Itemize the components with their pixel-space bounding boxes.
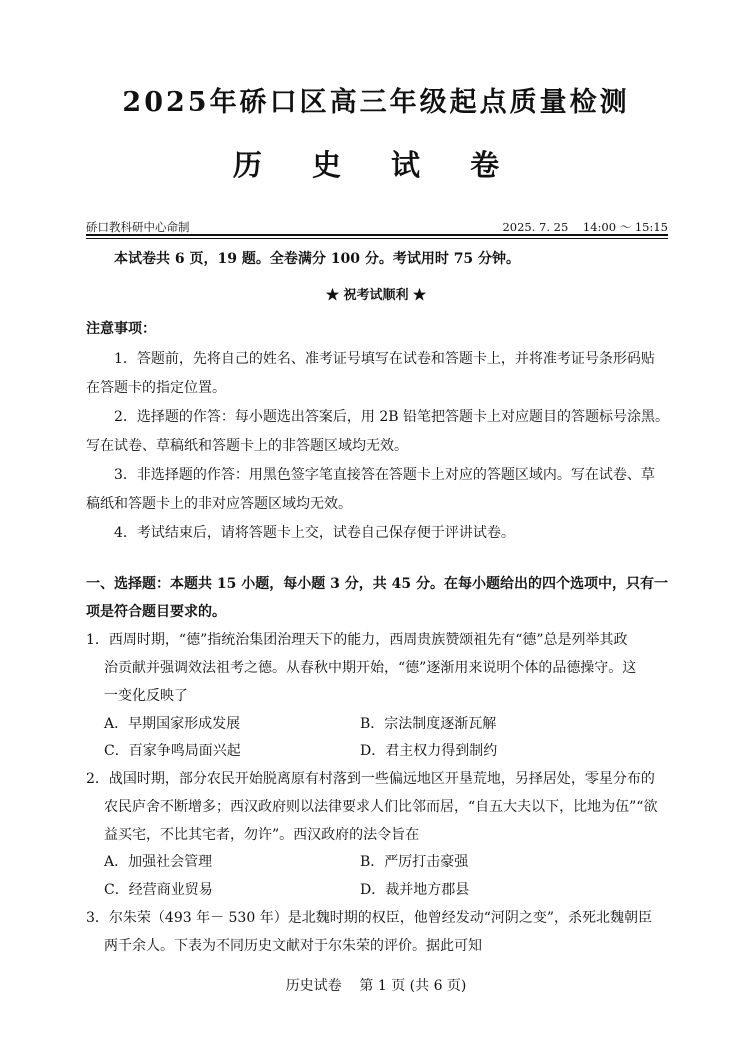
note-line: 写在试卷、草稿纸和答题卡上的非答题区域均无效。 (86, 438, 408, 454)
note-line: 在答题卡的指定位置。 (86, 380, 226, 396)
exam-title: 2025年硚口区高三年级起点质量检测 (122, 87, 630, 118)
header-rule-thick (86, 234, 668, 236)
notes-heading: 注意事项： (86, 321, 156, 337)
section-heading-cont: 项是符合题目要求的。 (86, 604, 226, 620)
note-line: 3．非选择题的作答：用黑色签字笔直接答在答题卡上对应的答题区域内。写在试卷、草 (114, 467, 655, 483)
meta-row (86, 219, 668, 235)
question-2-option-a: A．加强社会管理 (104, 854, 213, 870)
question-3-stem: 3．尔朱荣（493 年－ 530 年）是北魏时期的权臣，他曾经发动“河阴之变”，杀死北魏朝臣 (86, 910, 653, 926)
section-heading: 一、选择题：本题共 15 小题，每小题 3 分，共 45 分。在每小题给出的四个选项中，只有一 (86, 576, 668, 592)
header-rule-thin (86, 238, 668, 239)
question-2-stem: 农民庐舍不断增多；西汉政府则以法律要求人们比邻而居，“自五大夫以下，比地为伍”“欲 (104, 799, 658, 815)
exam-subject: 历 史 试 卷 (232, 148, 520, 182)
question-1-option-b: B．宗法制度逐渐瓦解 (360, 716, 497, 732)
question-1-option-c: C．百家争鸣局面兴起 (104, 743, 241, 759)
question-1-stem: 1．西周时期，“德”指统治集团治理天下的能力，西周贵族赞颂祖先有“德”总是列举其政 (86, 632, 628, 648)
question-2-option-d: D．裁并地方郡县 (360, 882, 470, 898)
exam-datetime: 2025. 7. 25 14:00 ～ 15:15 (502, 220, 668, 234)
question-2-stem: 益买宅，不比其宅者，勿许”。西汉政府的法令旨在 (104, 827, 420, 843)
note-line: 2．选择题的作答：每小题选出答案后，用 2B 铅笔把答题卡上对应题目的答题标号涂黑。 (114, 409, 670, 425)
question-2-option-c: C．经营商业贸易 (104, 882, 213, 898)
question-1-option-a: A．早期国家形成发展 (104, 716, 241, 732)
note-line: 稿纸和答题卡上的非对应答题区域均无效。 (86, 496, 352, 512)
issuing-org: 硚口教科研中心命制 (86, 220, 190, 234)
note-line: 4．考试结束后，请将答题卡上交，试卷自己保存便于评讲试卷。 (114, 525, 515, 541)
exam-summary: 本试卷共 6 页，19 题。全卷满分 100 分。考试用时 75 分钟。 (114, 251, 521, 267)
question-2-stem: 2．战国时期，部分农民开始脱离原有村落到一些偏远地区开垦荒地，另择居处，零星分布的 (86, 771, 655, 787)
question-1-stem: 一变化反映了 (104, 688, 188, 704)
question-1-option-d: D．君主权力得到制约 (360, 743, 498, 759)
question-2-option-b: B．严厉打击豪强 (360, 854, 469, 870)
question-3-stem: 两千余人。下表为不同历史文献对于尔朱荣的评价。据此可知 (104, 938, 482, 954)
good-luck-line: ★ 祝考试顺利 ★ (325, 288, 427, 303)
note-line: 1．答题前，先将自己的姓名、准考证号填写在试卷和答题卡上，并将准考证号条形码贴 (114, 351, 655, 367)
page-footer: 历史试卷 第 1 页 (共 6 页) (285, 978, 467, 994)
question-1-stem: 治贡献并强调效法祖考之德。从春秋中期开始，“德”逐渐用来说明个体的品德操守。这 (104, 660, 637, 676)
